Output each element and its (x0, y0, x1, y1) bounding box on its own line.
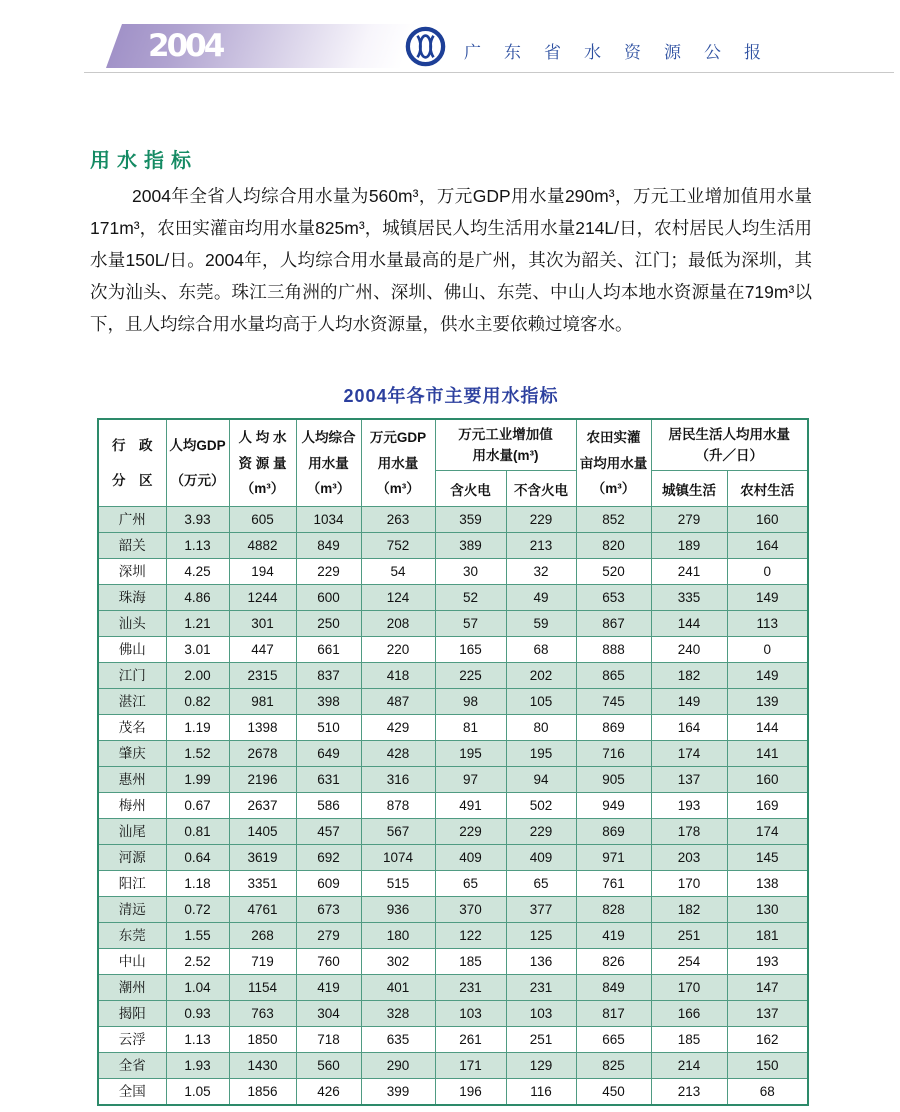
table-cell: 761 (576, 871, 651, 897)
table-cell: 1.21 (166, 611, 229, 637)
table-cell: 852 (576, 507, 651, 533)
table-cell: 828 (576, 897, 651, 923)
table-cell: 1856 (229, 1079, 296, 1106)
col-header-text: 资 源 量 (238, 455, 287, 471)
table-cell: 180 (361, 923, 435, 949)
table-cell: 389 (435, 533, 506, 559)
table-cell: 1034 (296, 507, 361, 533)
table-cell: 447 (229, 637, 296, 663)
table-cell: 229 (435, 819, 506, 845)
table-cell: 129 (506, 1053, 576, 1079)
table-cell: 304 (296, 1001, 361, 1027)
table-cell: 567 (361, 819, 435, 845)
region-cell: 全国 (98, 1079, 166, 1106)
table-cell: 2315 (229, 663, 296, 689)
region-cell: 全省 (98, 1053, 166, 1079)
table-cell: 125 (506, 923, 576, 949)
table-row (98, 559, 808, 585)
table-cell: 763 (229, 1001, 296, 1027)
table-cell: 214 (651, 1053, 727, 1079)
table-cell: 457 (296, 819, 361, 845)
table-cell: 905 (576, 767, 651, 793)
table-cell: 888 (576, 637, 651, 663)
table-cell: 649 (296, 741, 361, 767)
table-cell: 150 (727, 1053, 808, 1079)
table-cell: 251 (506, 1027, 576, 1053)
table-cell: 1.55 (166, 923, 229, 949)
table-cell: 81 (435, 715, 506, 741)
table-cell: 869 (576, 715, 651, 741)
col-header-gdp (166, 419, 229, 507)
table-cell: 2.52 (166, 949, 229, 975)
table-cell: 49 (506, 585, 576, 611)
table-cell: 673 (296, 897, 361, 923)
table-cell: 268 (229, 923, 296, 949)
table-cell: 59 (506, 611, 576, 637)
region-cell: 云浮 (98, 1027, 166, 1053)
table-cell: 149 (727, 585, 808, 611)
table-cell: 1.52 (166, 741, 229, 767)
table-cell: 849 (576, 975, 651, 1001)
table-cell: 377 (506, 897, 576, 923)
table-cell: 359 (435, 507, 506, 533)
water-indicators-table (97, 418, 809, 1106)
table-row (98, 741, 808, 767)
table-cell: 600 (296, 585, 361, 611)
table-cell: 605 (229, 507, 296, 533)
table-cell: 3351 (229, 871, 296, 897)
col-header-text: 居民生活人均用水量 (668, 426, 790, 442)
table-cell: 261 (435, 1027, 506, 1053)
table-cell: 166 (651, 1001, 727, 1027)
col-header-text: （m³） (376, 481, 420, 497)
table-row (98, 689, 808, 715)
table-cell: 203 (651, 845, 727, 871)
col-header-text: 用水量 (308, 455, 349, 471)
col-header-farmland-irrigation (576, 419, 651, 507)
col-header-region (98, 419, 166, 507)
table-cell: 428 (361, 741, 435, 767)
col-header-text: 人均GDP (169, 438, 226, 454)
table-row (98, 1027, 808, 1053)
table-cell: 328 (361, 1001, 435, 1027)
col-header-text: 用水量(m³) (472, 447, 539, 463)
table-cell: 94 (506, 767, 576, 793)
table-cell: 849 (296, 533, 361, 559)
table-cell: 208 (361, 611, 435, 637)
table-cell: 718 (296, 1027, 361, 1053)
table-cell: 160 (727, 767, 808, 793)
table-cell: 149 (727, 663, 808, 689)
table-row (98, 533, 808, 559)
table-cell: 1.93 (166, 1053, 229, 1079)
table-cell: 399 (361, 1079, 435, 1106)
table-cell: 241 (651, 559, 727, 585)
table-title: 2004年各市主要用水指标 (343, 386, 559, 406)
table-cell: 182 (651, 897, 727, 923)
region-cell: 梅州 (98, 793, 166, 819)
table-cell: 631 (296, 767, 361, 793)
table-cell: 116 (506, 1079, 576, 1106)
water-bureau-logo-icon (405, 26, 446, 67)
table-cell: 1.13 (166, 1027, 229, 1053)
table-cell: 240 (651, 637, 727, 663)
table-cell: 661 (296, 637, 361, 663)
table-cell: 865 (576, 663, 651, 689)
table-cell: 54 (361, 559, 435, 585)
table-row (98, 611, 808, 637)
table-cell: 487 (361, 689, 435, 715)
table-cell: 229 (506, 507, 576, 533)
banner-year-label: 2004 (148, 28, 223, 64)
table-cell: 426 (296, 1079, 361, 1106)
table-cell: 653 (576, 585, 651, 611)
table-cell: 290 (361, 1053, 435, 1079)
table-cell: 68 (727, 1079, 808, 1106)
region-cell: 深圳 (98, 559, 166, 585)
table-cell: 1850 (229, 1027, 296, 1053)
section-title: 用水指标 (90, 150, 198, 172)
table-cell: 68 (506, 637, 576, 663)
table-cell: 174 (727, 819, 808, 845)
table-cell: 97 (435, 767, 506, 793)
table-row (98, 897, 808, 923)
table-cell: 520 (576, 559, 651, 585)
region-cell: 江门 (98, 663, 166, 689)
table-row (98, 585, 808, 611)
table-cell: 231 (435, 975, 506, 1001)
table-cell: 195 (506, 741, 576, 767)
table-cell: 3.93 (166, 507, 229, 533)
table-cell: 429 (361, 715, 435, 741)
table-row (98, 1079, 808, 1106)
table-row (98, 845, 808, 871)
col-header-comprehensive-use (296, 419, 361, 507)
region-cell: 阳江 (98, 871, 166, 897)
table-cell: 144 (651, 611, 727, 637)
table-cell: 409 (435, 845, 506, 871)
table-cell: 820 (576, 533, 651, 559)
table-cell: 263 (361, 507, 435, 533)
table-cell: 98 (435, 689, 506, 715)
region-cell: 汕尾 (98, 819, 166, 845)
table-cell: 30 (435, 559, 506, 585)
col-header-text: 万元GDP (369, 429, 427, 445)
table-cell: 170 (651, 975, 727, 1001)
table-cell: 560 (296, 1053, 361, 1079)
region-cell: 东莞 (98, 923, 166, 949)
table-cell: 189 (651, 533, 727, 559)
table-cell: 1.99 (166, 767, 229, 793)
table-row (98, 819, 808, 845)
table-cell: 837 (296, 663, 361, 689)
col-header-gdp-water-use (361, 419, 435, 507)
table-cell: 0.72 (166, 897, 229, 923)
table-cell: 335 (651, 585, 727, 611)
table-cell: 65 (506, 871, 576, 897)
table-cell: 586 (296, 793, 361, 819)
table-cell: 609 (296, 871, 361, 897)
table-cell: 80 (506, 715, 576, 741)
table-cell: 370 (435, 897, 506, 923)
region-cell: 广州 (98, 507, 166, 533)
col-header-text: （m³） (306, 481, 351, 497)
col-header-rural-living: 农村生活 (727, 471, 808, 507)
table-cell: 1244 (229, 585, 296, 611)
table-cell: 981 (229, 689, 296, 715)
col-header-with-thermal: 含火电 (435, 471, 506, 507)
table-cell: 0 (727, 559, 808, 585)
table-cell: 144 (727, 715, 808, 741)
table-row (98, 871, 808, 897)
table-cell: 279 (296, 923, 361, 949)
table-cell: 105 (506, 689, 576, 715)
table-cell: 182 (651, 663, 727, 689)
table-cell: 1.13 (166, 533, 229, 559)
table-cell: 194 (229, 559, 296, 585)
region-cell: 中山 (98, 949, 166, 975)
table-cell: 1154 (229, 975, 296, 1001)
table-cell: 719 (229, 949, 296, 975)
table-row (98, 793, 808, 819)
table-cell: 745 (576, 689, 651, 715)
table-cell: 4.86 (166, 585, 229, 611)
table-cell: 171 (435, 1053, 506, 1079)
table-cell: 139 (727, 689, 808, 715)
table-cell: 196 (435, 1079, 506, 1106)
table-row (98, 507, 808, 533)
table-cell: 251 (651, 923, 727, 949)
table-cell: 65 (435, 871, 506, 897)
table-cell: 220 (361, 637, 435, 663)
table-cell: 279 (651, 507, 727, 533)
table-cell: 229 (506, 819, 576, 845)
col-header-text: （万元） (170, 472, 225, 488)
table-cell: 825 (576, 1053, 651, 1079)
region-cell: 湛江 (98, 689, 166, 715)
table-row (98, 1001, 808, 1027)
table-cell: 515 (361, 871, 435, 897)
table-cell: 254 (651, 949, 727, 975)
table-cell: 165 (435, 637, 506, 663)
table-cell: 971 (576, 845, 651, 871)
table-cell: 2678 (229, 741, 296, 767)
table-cell: 1.19 (166, 715, 229, 741)
table-cell: 213 (651, 1079, 727, 1106)
col-header-industrial-use-group (435, 419, 576, 471)
table-cell: 164 (727, 533, 808, 559)
table-cell: 52 (435, 585, 506, 611)
page-header (0, 0, 900, 73)
table-cell: 401 (361, 975, 435, 1001)
region-cell: 汕头 (98, 611, 166, 637)
col-header-text: 人 均 水 (238, 429, 287, 445)
header-divider (84, 72, 894, 73)
col-header-text: 分 区 (112, 472, 153, 488)
table-cell: 122 (435, 923, 506, 949)
table-cell: 0.93 (166, 1001, 229, 1027)
table-cell: 0.81 (166, 819, 229, 845)
table-cell: 1.18 (166, 871, 229, 897)
table-cell: 103 (435, 1001, 506, 1027)
table-cell: 178 (651, 819, 727, 845)
table-cell: 136 (506, 949, 576, 975)
region-cell: 惠州 (98, 767, 166, 793)
table-cell: 869 (576, 819, 651, 845)
col-header-urban-living: 城镇生活 (651, 471, 727, 507)
table-cell: 1405 (229, 819, 296, 845)
table-cell: 174 (651, 741, 727, 767)
table-cell: 202 (506, 663, 576, 689)
table-row (98, 767, 808, 793)
table-cell: 301 (229, 611, 296, 637)
table-cell: 2637 (229, 793, 296, 819)
table-cell: 141 (727, 741, 808, 767)
table-cell: 4.25 (166, 559, 229, 585)
col-header-without-thermal: 不含火电 (506, 471, 576, 507)
table-cell: 635 (361, 1027, 435, 1053)
table-cell: 665 (576, 1027, 651, 1053)
col-header-text: 万元工业增加值 (458, 426, 553, 442)
table-cell: 32 (506, 559, 576, 585)
table-cell: 137 (727, 1001, 808, 1027)
table-cell: 450 (576, 1079, 651, 1106)
table-cell: 2196 (229, 767, 296, 793)
table-cell: 231 (506, 975, 576, 1001)
table-cell: 137 (651, 767, 727, 793)
table-cell: 124 (361, 585, 435, 611)
region-cell: 清远 (98, 897, 166, 923)
table-cell: 181 (727, 923, 808, 949)
table-row (98, 663, 808, 689)
table-cell: 409 (506, 845, 576, 871)
region-cell: 河源 (98, 845, 166, 871)
table-cell: 145 (727, 845, 808, 871)
table-cell: 692 (296, 845, 361, 871)
col-header-water-resources (229, 419, 296, 507)
table-cell: 250 (296, 611, 361, 637)
table-cell: 4761 (229, 897, 296, 923)
col-header-text: 用水量 (377, 455, 419, 471)
table-cell: 229 (296, 559, 361, 585)
body-paragraph: 2004年全省人均综合用水量为560m³，万元GDP用水量290m³，万元工业增加值用水量171m³，农田实灌亩均用水量825m³，城镇居民人均生活用水量214L/日，农村居民人均生活用水量150L/日。2004年，人均综合用水量最高的是广州，其次为韶关、江门；最低为深圳，其次为汕头、东莞。珠江三角洲的广州、深圳、佛山、东莞、中山人均本地水资源量在719m³以下，且人均综合用水量均高于人均水资源量，供水主要依赖过境客水。 (90, 186, 812, 334)
table-cell: 510 (296, 715, 361, 741)
table-cell: 949 (576, 793, 651, 819)
table-row (98, 949, 808, 975)
region-cell: 揭阳 (98, 1001, 166, 1027)
table-cell: 0.64 (166, 845, 229, 871)
table-cell: 162 (727, 1027, 808, 1053)
col-header-text: （升／日） (695, 447, 763, 463)
region-cell: 韶关 (98, 533, 166, 559)
region-cell: 珠海 (98, 585, 166, 611)
table-cell: 3.01 (166, 637, 229, 663)
table-cell: 878 (361, 793, 435, 819)
table-cell: 502 (506, 793, 576, 819)
table-cell: 1074 (361, 845, 435, 871)
region-cell: 佛山 (98, 637, 166, 663)
col-header-text: （m³） (240, 481, 285, 497)
region-cell: 潮州 (98, 975, 166, 1001)
col-header-text: 行 政 (112, 438, 153, 454)
table-cell: 103 (506, 1001, 576, 1027)
table-cell: 57 (435, 611, 506, 637)
table-cell: 185 (435, 949, 506, 975)
table-cell: 0.67 (166, 793, 229, 819)
table-cell: 169 (727, 793, 808, 819)
table-cell: 193 (651, 793, 727, 819)
table-cell: 4882 (229, 533, 296, 559)
table-row (98, 923, 808, 949)
table-cell: 760 (296, 949, 361, 975)
table-cell: 419 (576, 923, 651, 949)
region-cell: 肇庆 (98, 741, 166, 767)
table-cell: 1.05 (166, 1079, 229, 1106)
table-cell: 147 (727, 975, 808, 1001)
table-cell: 419 (296, 975, 361, 1001)
table-cell: 3619 (229, 845, 296, 871)
col-header-text: 农田实灌 (586, 429, 641, 445)
table-cell: 316 (361, 767, 435, 793)
table-cell: 1430 (229, 1053, 296, 1079)
table-cell: 149 (651, 689, 727, 715)
table-cell: 0 (727, 637, 808, 663)
table-cell: 936 (361, 897, 435, 923)
table-cell: 170 (651, 871, 727, 897)
table-cell: 817 (576, 1001, 651, 1027)
table-row (98, 637, 808, 663)
table-cell: 716 (576, 741, 651, 767)
site-title: 广东省水资源公报 (464, 43, 784, 62)
table-cell: 164 (651, 715, 727, 741)
col-header-text: 人均综合 (301, 429, 356, 445)
table-cell: 752 (361, 533, 435, 559)
table-cell: 185 (651, 1027, 727, 1053)
table-row (98, 975, 808, 1001)
table-cell: 826 (576, 949, 651, 975)
table-header (98, 419, 808, 507)
table-cell: 1398 (229, 715, 296, 741)
table-cell: 418 (361, 663, 435, 689)
table-cell: 160 (727, 507, 808, 533)
table-cell: 130 (727, 897, 808, 923)
table-cell: 113 (727, 611, 808, 637)
table-cell: 867 (576, 611, 651, 637)
table-cell: 213 (506, 533, 576, 559)
table-body (98, 507, 808, 1106)
year-banner (106, 24, 417, 68)
table-row (98, 715, 808, 741)
region-cell: 茂名 (98, 715, 166, 741)
table-cell: 193 (727, 949, 808, 975)
table-cell: 302 (361, 949, 435, 975)
col-header-text: （m³） (591, 481, 636, 497)
table-cell: 225 (435, 663, 506, 689)
table-row (98, 1053, 808, 1079)
table-cell: 491 (435, 793, 506, 819)
table-cell: 2.00 (166, 663, 229, 689)
table-cell: 138 (727, 871, 808, 897)
table-cell: 195 (435, 741, 506, 767)
table-cell: 1.04 (166, 975, 229, 1001)
col-header-text: 亩均用水量 (579, 455, 648, 471)
table-cell: 398 (296, 689, 361, 715)
table-cell: 0.82 (166, 689, 229, 715)
col-header-residential-use-group (651, 419, 808, 471)
